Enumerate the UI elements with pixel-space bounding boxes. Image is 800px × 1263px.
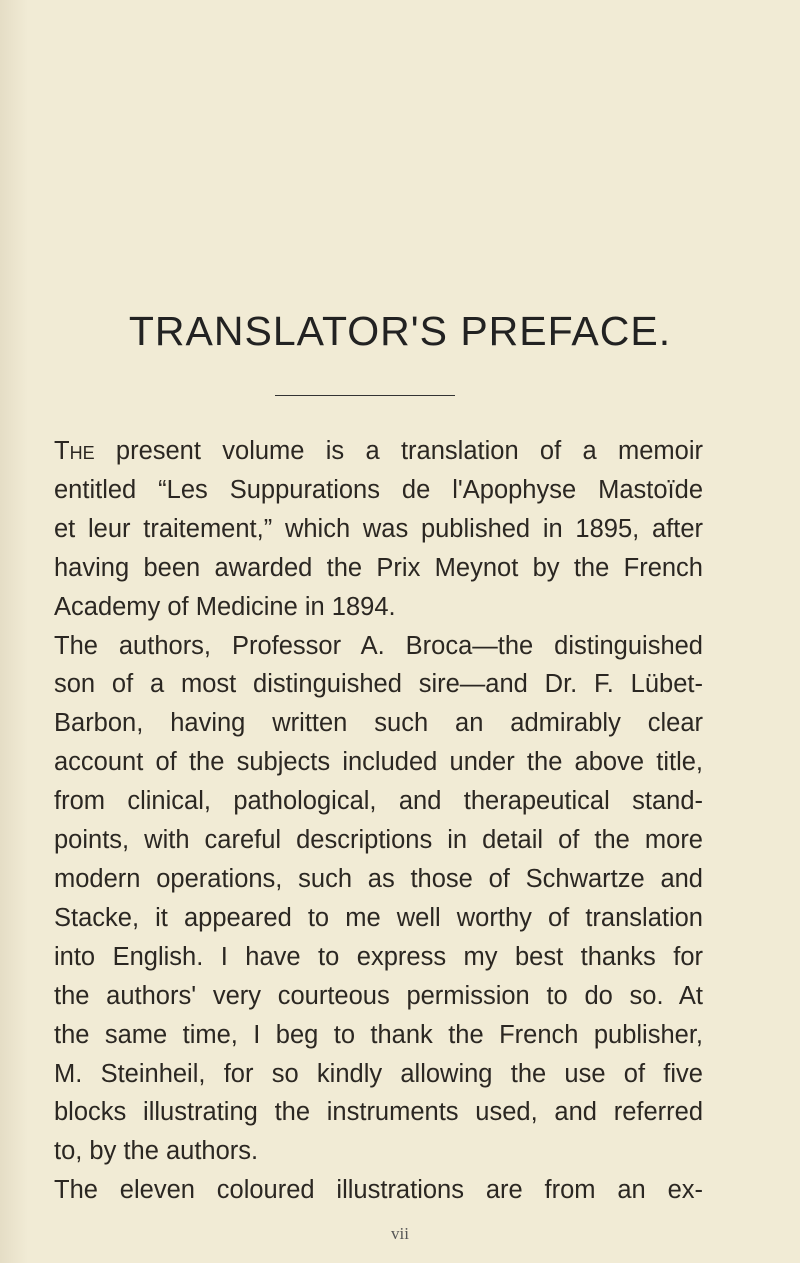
text-line: modern operations, such as those of Schwartze and: [54, 864, 703, 893]
text-line: the authors' very courteous permission to do so. At: [54, 981, 703, 1010]
text-line: M. Steinheil, for so kindly allowing the use of five: [54, 1059, 703, 1088]
text-line: to, by the authors.: [54, 1137, 259, 1166]
text-line: The present volume is a translation of a memoir: [54, 437, 703, 465]
text-line: account of the subjects included under the above title,: [54, 748, 703, 777]
text-line: The eleven coloured illustrations are from an ex-: [54, 1176, 703, 1205]
paragraph: [54, 432, 703, 627]
text-line: points, with careful descriptions in detail of the more: [54, 826, 703, 855]
text-line: from clinical, pathological, and therapeutical stand-: [54, 787, 703, 816]
text-line: into English. I have to express my best thanks for: [54, 942, 703, 971]
text-line: Stacke, it appeared to me well worthy of translation: [54, 903, 703, 932]
text-line: blocks illustrating the instruments used, and referred: [54, 1098, 703, 1127]
opening-word: The: [54, 437, 95, 465]
text-line: entitled “Les Suppurations de l'Apophyse Mastoïde: [54, 475, 703, 504]
title-rule: [275, 395, 455, 396]
text-line: having been awarded the Prix Meynot by the French: [54, 553, 703, 582]
text-line: The authors, Professor A. Broca—the distinguished: [54, 631, 703, 660]
page-title: TRANSLATOR'S PREFACE.: [128, 308, 672, 354]
text-line: Academy of Medicine in 1894.: [54, 592, 396, 621]
preface-body: [54, 432, 703, 1210]
text-line: son of a most distinguished sire—and Dr. F. Lübet-: [54, 670, 703, 699]
paragraph: [54, 1171, 703, 1210]
page-number: vii: [391, 1224, 409, 1243]
text-line: et leur traitement,” which was published in 1895, after: [54, 514, 703, 543]
text-line: the same time, I beg to thank the French publisher,: [54, 1020, 703, 1049]
paragraph: [54, 627, 703, 1172]
text-line: Barbon, having written such an admirably clear: [54, 709, 703, 738]
